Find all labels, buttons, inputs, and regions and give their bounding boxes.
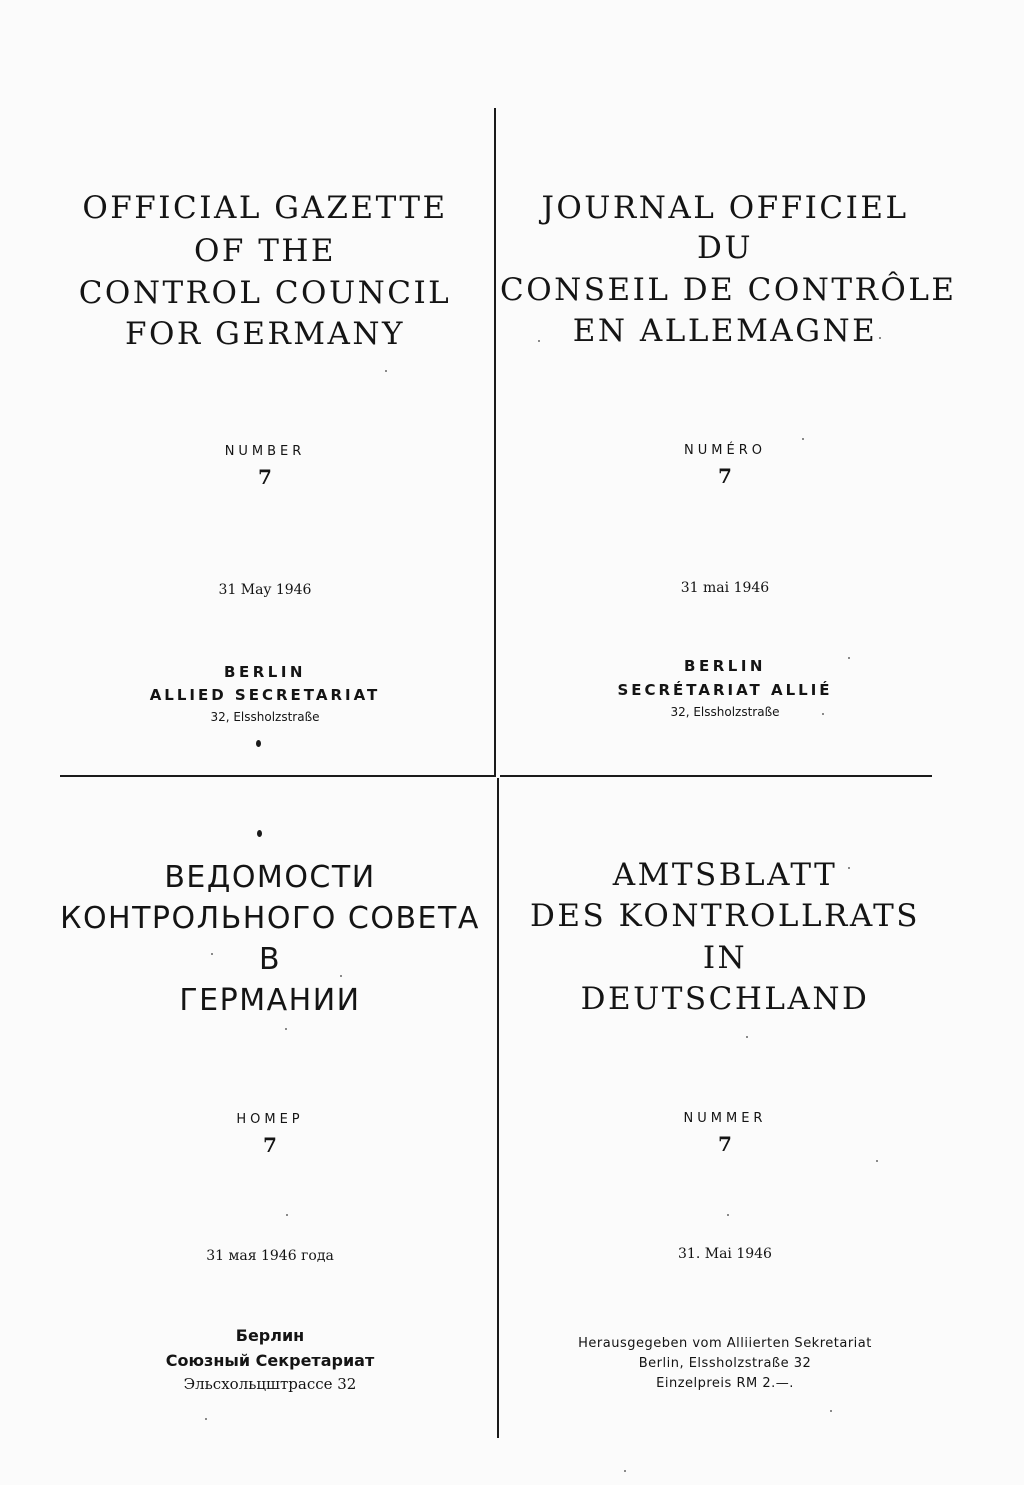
german-title-line-3: IN — [702, 940, 748, 976]
scan-speck — [385, 370, 387, 372]
english-city: BERLIN — [224, 663, 306, 681]
english-number-label: NUMBER — [224, 444, 306, 459]
german-title-line-4: DEUTSCHLAND — [580, 981, 870, 1017]
russian-date: 31 мая 1946 года — [206, 1248, 334, 1264]
french-city: BERLIN — [684, 657, 766, 675]
russian-city: Берлин — [235, 1326, 305, 1345]
german-number-label: NUMMER — [683, 1111, 767, 1126]
scan-speck — [802, 438, 804, 440]
scan-speck — [624, 1470, 626, 1472]
scan-speck — [286, 1214, 288, 1216]
scan-speck — [727, 1214, 729, 1216]
scan-speck — [876, 1160, 878, 1162]
scan-speck — [848, 867, 850, 869]
vertical-divider-top — [494, 108, 496, 776]
english-title-line-1: OFFICIAL GAZETTE — [82, 190, 448, 226]
russian-title-line-3: В — [258, 942, 282, 977]
french-title-line-2: DU — [697, 230, 753, 266]
english-address: 32, Elssholzstraße — [210, 710, 320, 724]
french-title-line-1: JOURNAL OFFICIEL — [541, 190, 909, 226]
scan-speck — [822, 713, 824, 715]
scan-speck — [746, 1036, 748, 1038]
german-title-line-2: DES KONTROLLRATS — [530, 898, 920, 934]
english-title-line-3: CONTROL COUNCIL — [78, 275, 452, 311]
russian-organisation: Союзный Секретариат — [165, 1351, 375, 1370]
scan-speck — [340, 975, 342, 977]
scan-speck — [211, 953, 213, 955]
french-title-line-3: CONSEIL DE CONTRÔLE — [500, 272, 957, 308]
scan-speck — [879, 337, 881, 339]
scan-speck — [205, 1418, 207, 1420]
horizontal-divider-left — [60, 775, 496, 777]
german-publisher-line-3: Einzelpreis RM 2.—. — [656, 1376, 794, 1391]
printed-dot-lower — [257, 830, 262, 837]
french-date: 31 mai 1946 — [680, 580, 770, 596]
french-number-value: 7 — [718, 464, 732, 488]
english-number-value: 7 — [258, 465, 272, 489]
scan-speck — [538, 340, 540, 342]
scan-speck — [848, 657, 850, 659]
scan-speck — [285, 1028, 287, 1030]
german-date: 31. Mai 1946 — [678, 1246, 772, 1262]
russian-title-line-2: КОНТРОЛЬНОГО СОВЕТА — [60, 901, 480, 936]
scan-speck — [830, 1410, 832, 1412]
russian-address: Эльсхольцштрассе 32 — [183, 1375, 357, 1393]
russian-title-line-1: ВЕДОМОСТИ — [164, 860, 376, 895]
french-number-label: NUMÉRO — [684, 443, 766, 458]
english-organisation: ALLIED SECRETARIAT — [149, 686, 381, 704]
english-title-line-4: FOR GERMANY — [124, 316, 406, 352]
german-title-line-1: AMTSBLATT — [612, 857, 838, 893]
english-date: 31 May 1946 — [218, 582, 312, 598]
french-title-line-4: EN ALLEMAGNE — [572, 313, 878, 349]
french-address: 32, Elssholzstraße — [670, 705, 780, 719]
german-publisher-line-1: Herausgegeben vom Alliierten Sekretariat — [578, 1336, 872, 1351]
russian-number-label: НОМЕР — [236, 1112, 304, 1127]
french-organisation: SECRÉTARIAT ALLIÉ — [617, 681, 833, 699]
printed-dot-upper — [256, 740, 261, 747]
russian-number-value: 7 — [263, 1133, 277, 1157]
german-number-value: 7 — [718, 1132, 732, 1156]
russian-title-line-4: ГЕРМАНИИ — [179, 983, 361, 1018]
horizontal-divider-right — [500, 775, 932, 777]
german-publisher-line-2: Berlin, Elssholzstraße 32 — [638, 1356, 812, 1371]
english-title-line-2: OF THE — [193, 233, 337, 269]
